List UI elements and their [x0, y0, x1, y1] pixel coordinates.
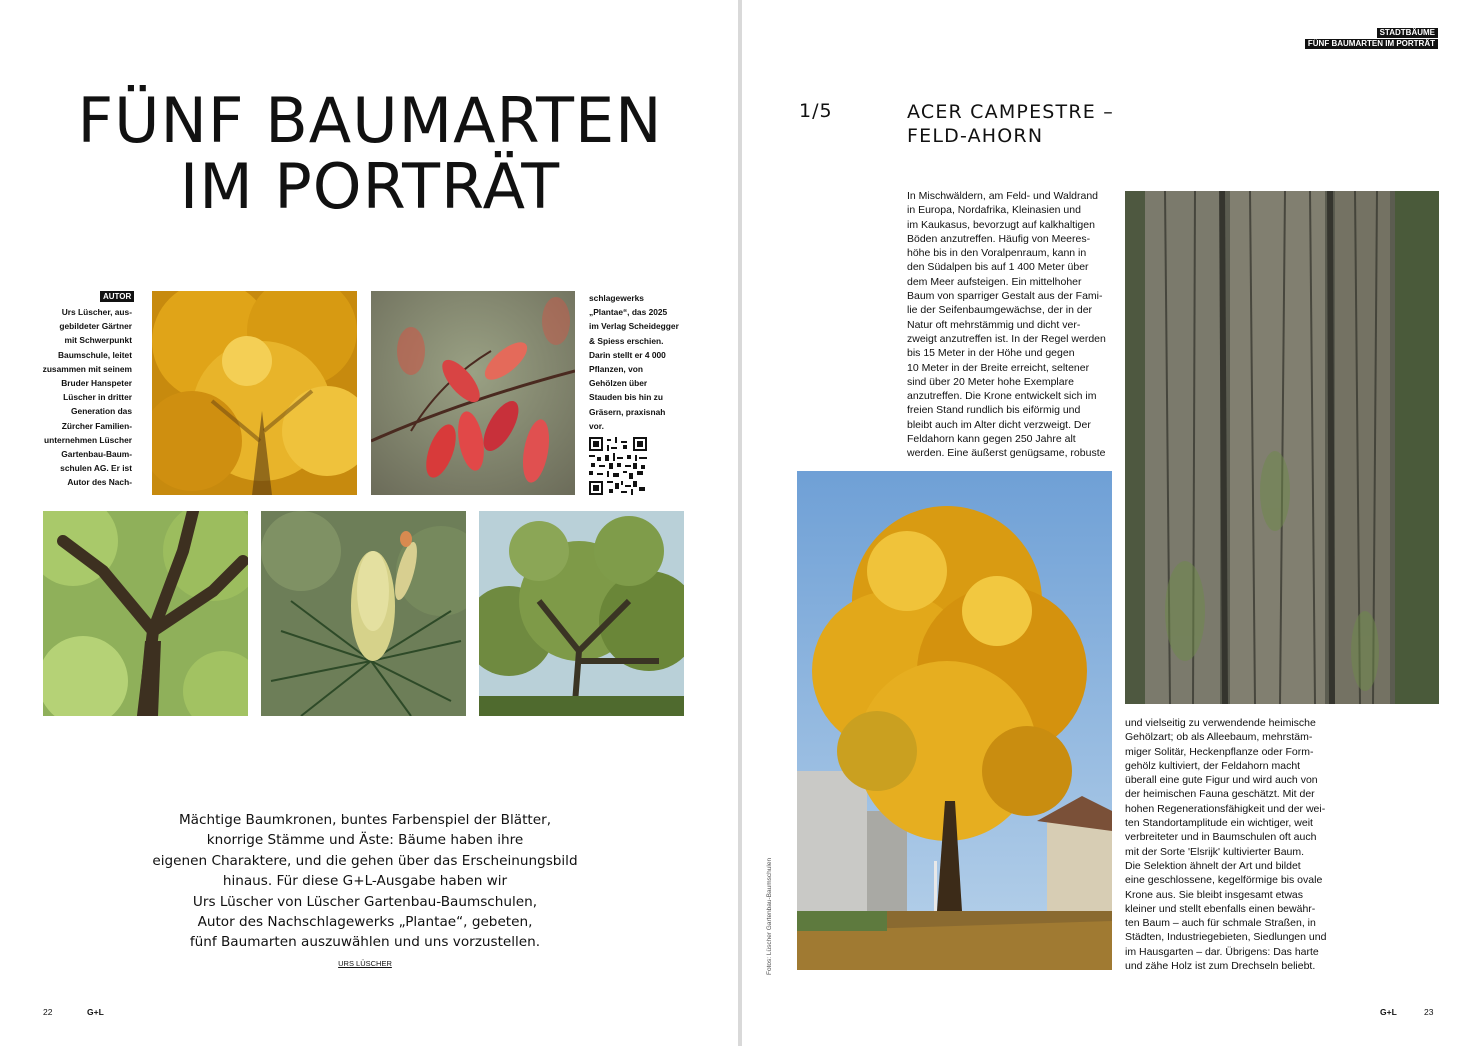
body-text-column2: und vielseitig zu verwendende heimische Gehölzart; ob als Alleebaum, mehrstäm- miger Solitär, Heckenpflanze oder Form- gehölz kultiviert, der Feldahorn macht überall eine gute Figur und wird auch von der heimischen Fauna geschätzt. Mit der hohen Regenerationsfähigkeit und der wei- ten Standortamplitude ein wichtiger, weit verbreiteter und in Baumschulen oft auch mit der Sorte 'Elsrijk' kultivierter Baum. Die Selektion ähnelt der Art und bildet eine geschlossene, kegelförmige bis ovale Krone aus. Sie bleibt insgesamt etwas kleiner und stellt ebenfalls einen bewähr- ten Baum – auch für schmale Straßen, in Städten, Industriegebieten, Siedlungen und im Hausgarten – dar. Übrigens: Das harte und zähe Holz ist zum Drechseln beliebt. — [1125, 717, 1327, 973]
page-number-right: 23 — [1424, 1007, 1434, 1017]
lead-paragraph: Mächtige Baumkronen, buntes Farbenspiel der Blätter, knorrige Stämme und Äste: Bäume haben ihre eigenen Charaktere, und die gehen über das Erscheinungsbild hinaus. Für diese G+L-Ausgabe haben wir Urs Lüscher von Lüscher Gartenbau-Baumschulen, Autor des Nachschlagewerks „Plantae“, gebeten, fünf Baumarten auszuwählen und uns vorzustellen. — [152, 812, 578, 951]
part-number: 1/5 — [799, 100, 833, 122]
section-subtag: FÜNF BAUMARTEN IM PORTRÄT — [1305, 39, 1438, 49]
main-title — [40, 84, 700, 223]
photo-yellow-canopy — [152, 291, 357, 495]
photo-oak-crown — [479, 511, 684, 716]
photo-pine-candle — [261, 511, 466, 716]
photo-bark-closeup — [1125, 191, 1439, 704]
author-label: AUTOR — [100, 291, 134, 302]
magazine-name-right: G+L — [1380, 1007, 1397, 1017]
species-title: ACER CAMPESTRE – FELD-AHORN — [907, 101, 1114, 147]
author-bio-part1: Urs Lüscher, aus- gebildeter Gärtner mit Schwerpunkt Baumschule, leitet zusammen mit seinem Bruder Hanspeter Lüscher in dritter Generation das Zürcher Familien- unternehmen Lüscher Gartenbau-Baum- schulen AG. Er ist Autor des Nach- — [42, 307, 132, 488]
photo-field-maple-autumn — [797, 471, 1112, 970]
main-title-line1: FÜNF BAUMARTEN — [77, 84, 663, 157]
photo-red-leaves — [371, 291, 575, 495]
body-text-column1: In Mischwäldern, am Feld- und Waldrand in Europa, Nordafrika, Kleinasien und im Kaukasus, bevorzugt auf kalkhaltigen Böden anzutreffen. Häufig von Meeres- höhe bis in den Voralpenraum, kann in den Südalpen bis auf 1 400 Meter über dem Meer aufsteigen. Ein mittelhoher Baum von sparriger Gestalt aus der Fami- lie der Seifenbaumgewächse, der in der Natur oft mehrstämmig und dicht ver- zweigt anzutreffen ist. In der Regel werden bis 15 Meter in der Höhe und gegen 10 Meter in der Breite erreicht, seltener sind über 20 Meter hohe Exemplare anzutreffen. Die Krone entwickelt sich im freien Stand rundlich bis eiförmig und bleibt auch im Alter dicht verzweigt. Der Feldahorn kann gegen 250 Jahre alt werden. Eine äußerst genügsame, robuste — [907, 190, 1106, 460]
page-left — [0, 0, 738, 1046]
author-bio-part2: schlagewerks „Plantae“, das 2025 im Verlag Scheidegger & Spiess erschien. Darin stellt er 4 000 Pflanzen, von Gehölzen über Stauden bis hin zu Gräsern, praxisnah vor. — [589, 293, 679, 431]
byline: URS LÜSCHER — [338, 959, 392, 968]
photo-credit: Fotos: Lüscher Gartenbau-Baumschulen — [766, 857, 773, 975]
main-title-line2: IM PORTRÄT — [179, 150, 561, 223]
photo-trunk-from-below — [43, 511, 248, 716]
qr-code[interactable] — [589, 437, 647, 495]
section-tag: STADTBÄUME — [1377, 28, 1438, 38]
magazine-name-left: G+L — [87, 1007, 104, 1017]
page-number-left: 22 — [43, 1007, 53, 1017]
page-right — [742, 0, 1480, 1046]
